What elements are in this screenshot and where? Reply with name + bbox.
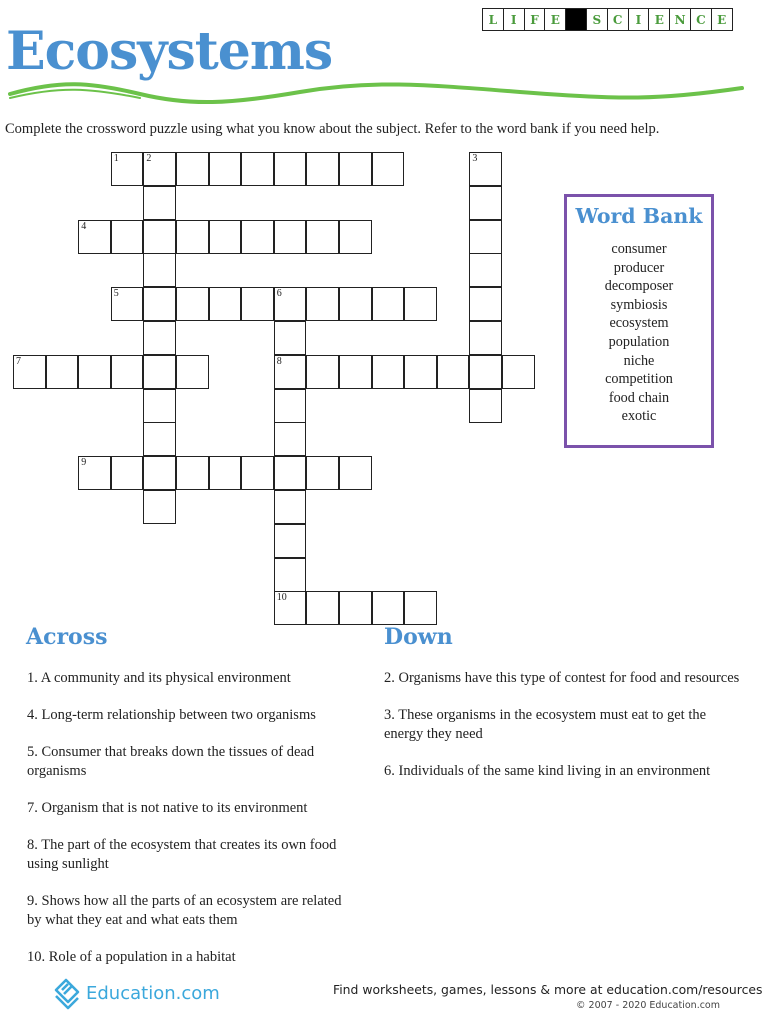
crossword-square[interactable] [274,152,307,186]
down-clue: 6. Individuals of the same kind living in an environment [384,763,711,779]
word-bank-list [567,240,711,426]
word-bank-item: consumer [611,241,667,257]
clue-number: 8 [276,355,282,367]
word-bank-title: Word Bank [575,204,703,228]
clue-number: 7 [16,355,21,367]
crossword-square[interactable] [306,355,339,389]
clue-number: 9 [81,457,87,469]
across-clue: 8. The part of the ecosystem that creates its own food using sunlight [27,837,337,872]
category-letter: C [691,8,712,31]
down-clue-list [384,669,744,799]
crossword-square[interactable] [339,220,372,254]
clue-number: 10 [276,592,287,604]
copyright-text: © 2007 - 2020 Education.com [576,1000,720,1011]
crossword-square[interactable] [209,456,242,490]
crossword-square[interactable] [339,287,372,321]
crossword-square[interactable] [339,456,372,490]
word-bank-item: decomposer [604,278,674,295]
crossword-square[interactable] [339,152,372,186]
stacked-pages-icon [52,976,82,1010]
page-title: Ecosystems [6,21,333,82]
crossword-square[interactable] [143,152,176,186]
crossword-square[interactable] [241,287,274,321]
crossword-square[interactable] [274,287,307,321]
category-letter: I [504,8,525,31]
word-bank-item: niche [623,352,655,369]
crossword-square[interactable] [176,152,209,186]
crossword-square[interactable] [274,220,307,254]
crossword-square[interactable] [274,490,307,524]
across-clue: 9. Shows how all the parts of an ecosystem are related by what they eat and what eats them [27,893,342,928]
crossword-square[interactable] [339,591,372,625]
crossword-square[interactable] [274,591,307,625]
crossword-square[interactable] [274,355,307,389]
crossword-square[interactable] [372,152,405,186]
crossword-square[interactable] [404,591,437,625]
crossword-square[interactable] [143,355,176,389]
crossword-square[interactable] [78,355,111,389]
crossword-square[interactable] [143,456,176,490]
crossword-square[interactable] [143,220,176,254]
crossword-square[interactable] [143,490,176,524]
crossword-square[interactable] [143,287,176,321]
crossword-square[interactable] [274,321,307,355]
crossword-square[interactable] [437,355,470,389]
logo-text: Education.com [86,982,220,1004]
crossword-square[interactable] [469,321,502,355]
crossword-square[interactable] [274,558,307,592]
crossword-square[interactable] [78,220,111,254]
crossword-square[interactable] [404,355,437,389]
crossword-square[interactable] [241,152,274,186]
crossword-square[interactable] [209,287,242,321]
crossword-square[interactable] [176,220,209,254]
down-clue: 2. Organisms have this type of contest for food and resources [384,670,740,686]
clue-number: 4 [81,220,87,232]
crossword-square[interactable] [111,355,144,389]
crossword-square[interactable] [143,389,176,423]
crossword-square[interactable] [274,422,307,456]
category-letter: E [712,8,733,31]
clue-number: 2 [146,153,152,164]
across-heading: Across [26,624,108,650]
crossword-square[interactable] [176,287,209,321]
crossword-square[interactable] [176,456,209,490]
across-clue: 7. Organism that is not native to its environment [27,800,308,816]
crossword-square[interactable] [111,152,144,186]
category-letter: N [670,8,691,31]
clue-number: 5 [113,288,119,300]
category-letter: C [608,8,629,31]
crossword-square[interactable] [306,152,339,186]
crossword-square[interactable] [176,355,209,389]
crossword-square[interactable] [209,220,242,254]
down-heading: Down [384,624,453,650]
crossword-square[interactable] [469,253,502,287]
crossword-square[interactable] [209,152,242,186]
word-bank-item: ecosystem [609,315,669,332]
across-clue: 10. Role of a population in a habitat [27,949,236,965]
across-clue: 1. A community and its physical environment [27,670,291,686]
across-clue-list [27,669,347,985]
education-logo[interactable] [52,976,220,1010]
crossword-square[interactable] [339,355,372,389]
crossword-square[interactable] [306,591,339,625]
category-letter: I [629,8,650,31]
category-letter: F [525,8,546,31]
category-letter: E [649,8,670,31]
crossword-square[interactable] [143,186,176,220]
crossword-square[interactable] [111,456,144,490]
instructions-text: Complete the crossword puzzle using what you know about the subject. Refer to the word bank if you need help. [5,121,660,137]
crossword-square[interactable] [306,287,339,321]
crossword-square[interactable] [372,355,405,389]
category-letter: L [483,8,504,31]
crossword-square[interactable] [502,355,535,389]
crossword-square[interactable] [469,355,502,389]
crossword-square[interactable] [469,389,502,423]
crossword-square[interactable] [241,456,274,490]
word-bank-item: population [608,333,670,350]
crossword-square[interactable] [143,321,176,355]
crossword-square[interactable] [111,287,144,321]
crossword-square[interactable] [274,389,307,423]
word-bank-item: producer [613,259,665,276]
resources-link[interactable]: Find worksheets, games, lessons & more at education.com/resources [333,982,763,997]
word-bank-item: competition [605,371,673,388]
crossword-square[interactable] [143,422,176,456]
crossword-square[interactable] [469,186,502,220]
clue-number: 6 [276,288,282,300]
across-clue: 4. Long-term relationship between two organisms [27,707,316,723]
crossword-square[interactable] [274,456,307,490]
crossword-square[interactable] [469,152,502,186]
crossword-square[interactable] [111,220,144,254]
clue-number: 3 [472,153,478,164]
word-bank-item: exotic [621,408,657,425]
word-bank-item: food chain [608,389,670,406]
category-letter: E [545,8,566,31]
crossword-square[interactable] [274,524,307,558]
crossword-square[interactable] [404,287,437,321]
word-bank [564,194,714,448]
crossword-square[interactable] [469,287,502,321]
crossword-square[interactable] [13,355,46,389]
clue-number: 1 [113,153,119,164]
crossword-square[interactable] [372,591,405,625]
crossword-square[interactable] [306,220,339,254]
crossword-square[interactable] [469,220,502,254]
down-clue: 3. These organisms in the ecosystem must eat to get the energy they need [384,707,707,742]
crossword-square[interactable] [306,456,339,490]
crossword-square[interactable] [372,287,405,321]
crossword-square[interactable] [78,456,111,490]
across-clue: 5. Consumer that breaks down the tissues of dead organisms [27,744,315,779]
crossword-square[interactable] [241,220,274,254]
category-letter: S [587,8,608,31]
crossword-square[interactable] [46,355,79,389]
word-bank-item: symbiosis [610,296,668,313]
crossword-square[interactable] [143,253,176,287]
